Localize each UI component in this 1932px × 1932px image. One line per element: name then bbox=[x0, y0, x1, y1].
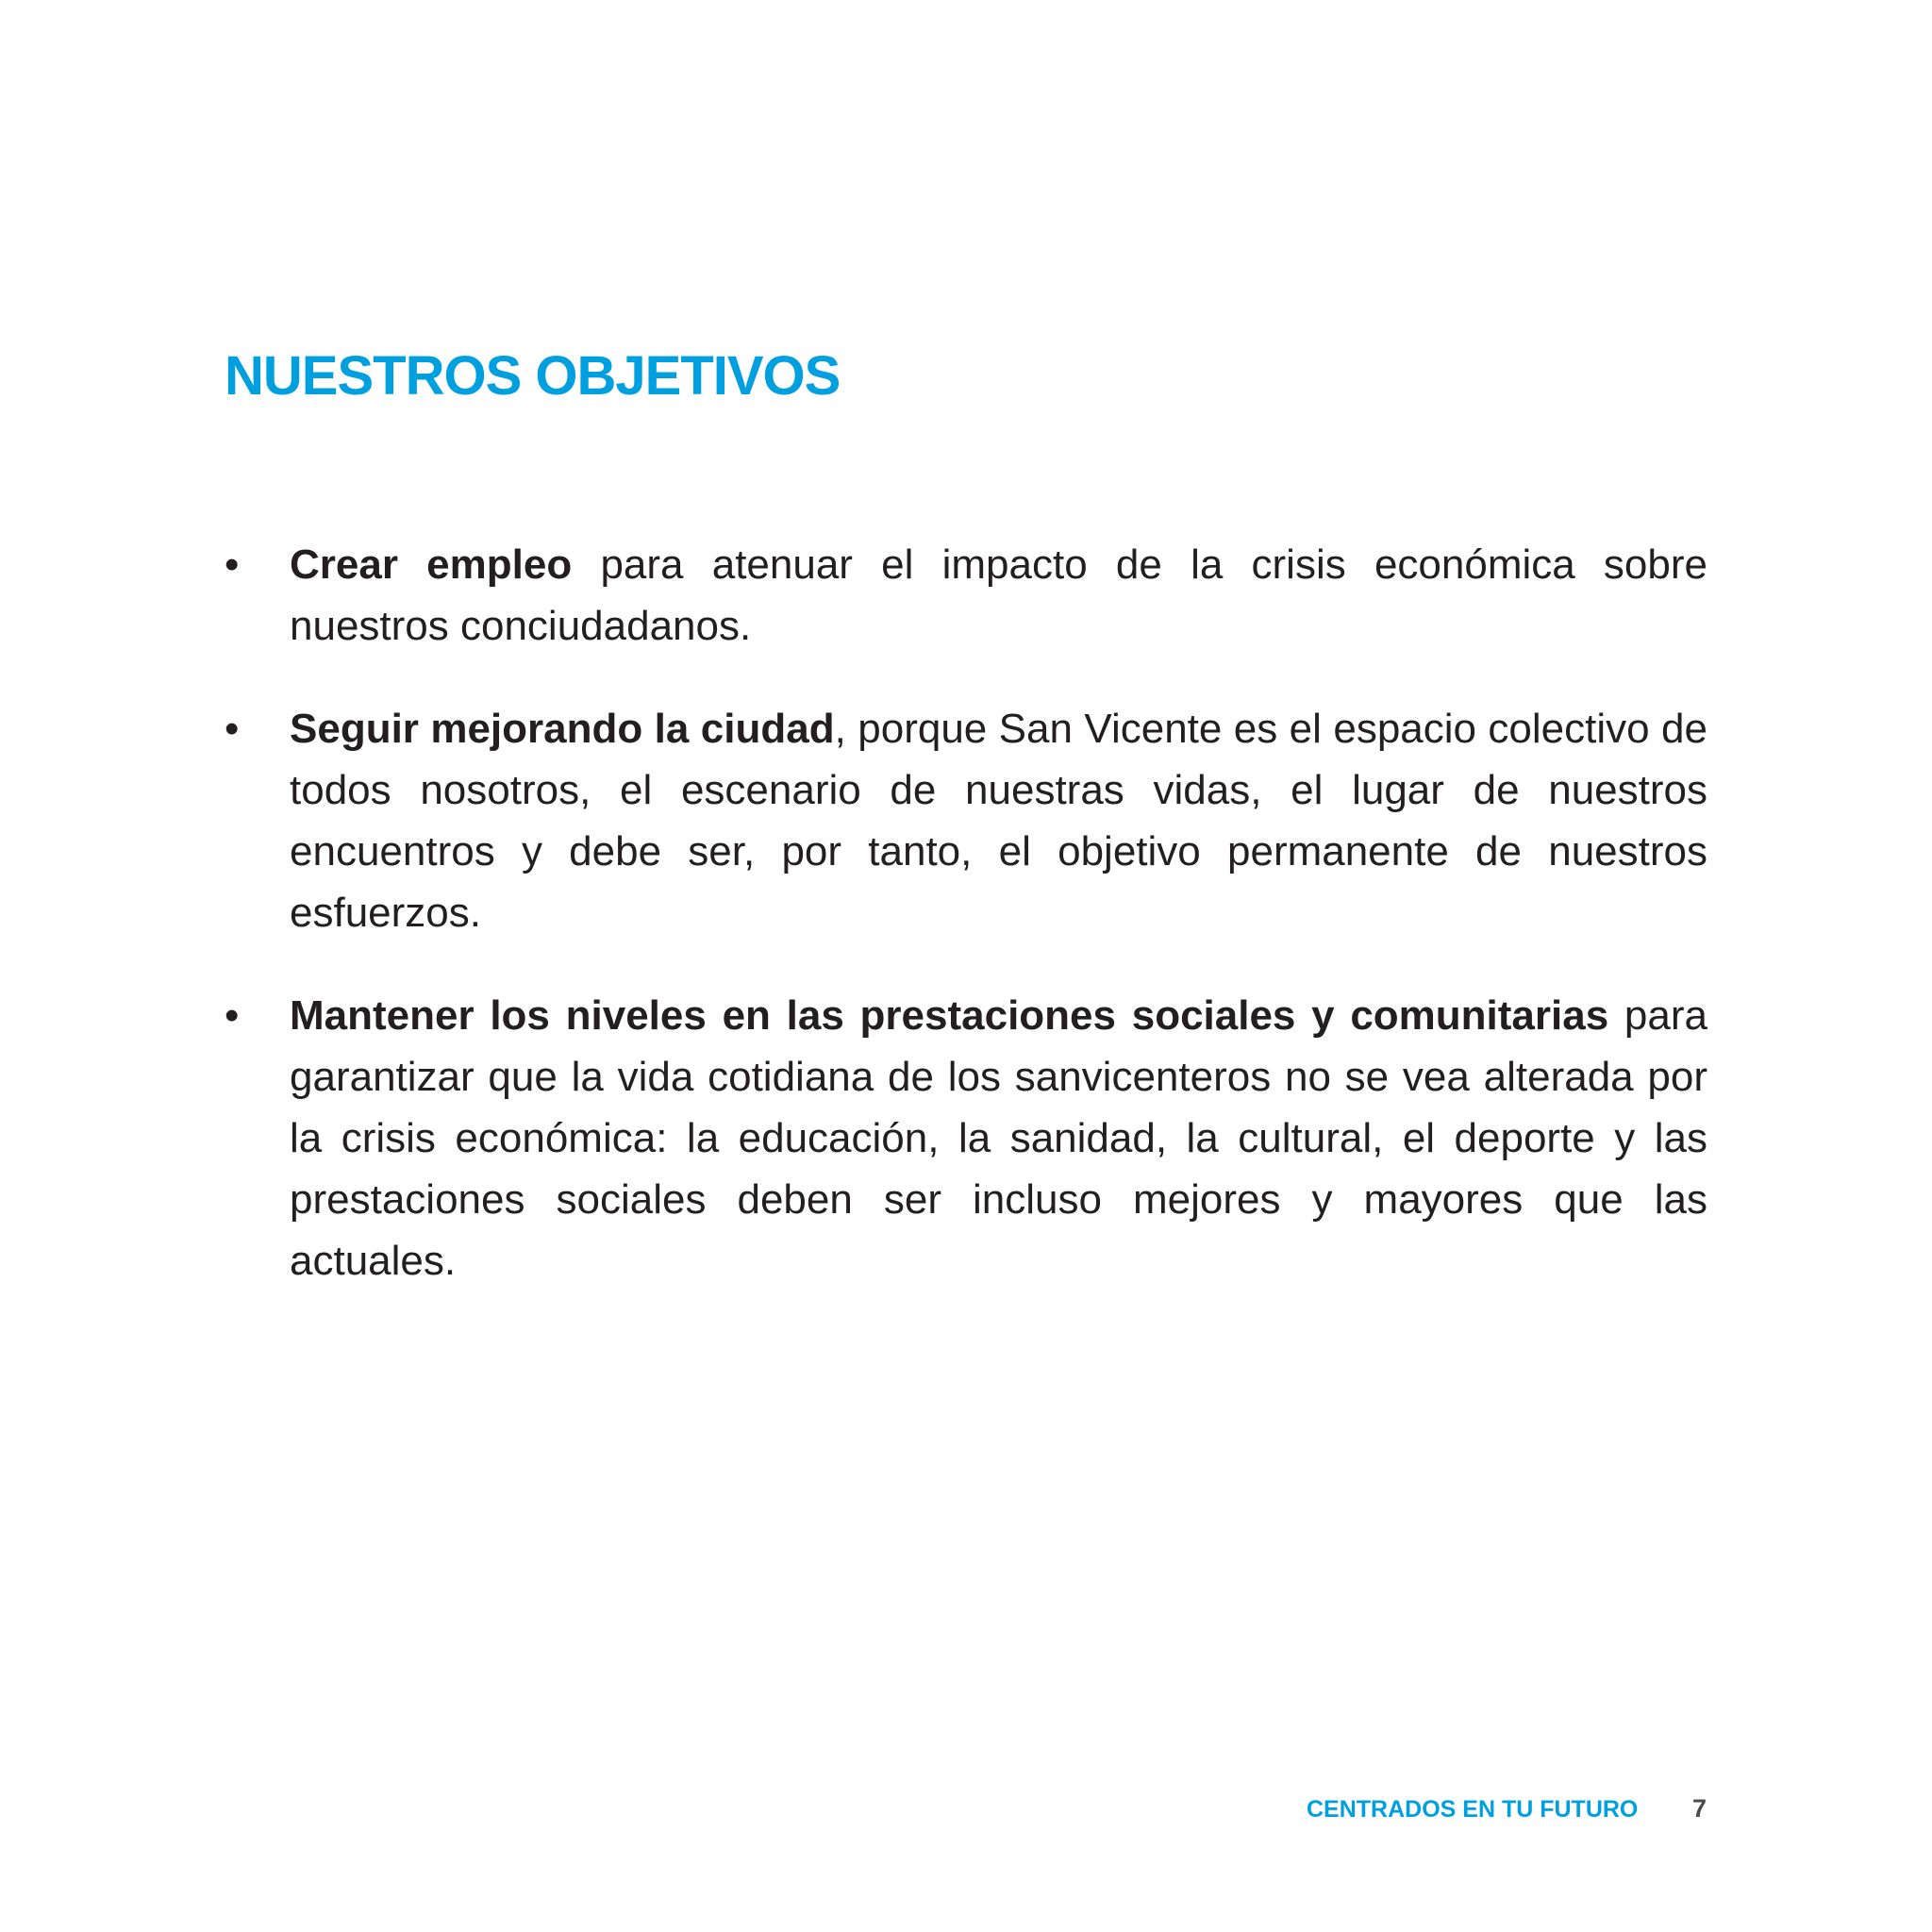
objective-item-create-employment bbox=[225, 534, 1707, 657]
objective-description: , porque San Vicente es el espacio colectivo de todos nosotros, el escenario de nuestras vidas, el lugar de nuestros encuentros y debe ser, por tanto, el objetivo permanente de nuestros esfuerzos. bbox=[290, 706, 1707, 936]
bullet-icon: • bbox=[225, 706, 240, 752]
footer-slogan: CENTRADOS EN TU FUTURO bbox=[1307, 1796, 1639, 1823]
objective-item-improve-city bbox=[225, 698, 1707, 943]
objectives-list bbox=[225, 534, 1707, 1333]
objective-title: Mantener los niveles en las prestaciones sociales y comunitarias bbox=[290, 992, 1609, 1039]
objective-item-maintain-services bbox=[225, 985, 1707, 1291]
objective-description: para garantizar que la vida cotidiana de los sanvicenteros no se vea alterada por la crisis económica: la educación, la sanidad, la cultural, el deporte y las prestaciones sociales deben ser incluso mejores y mayores que las actuales. bbox=[290, 992, 1707, 1284]
objective-title: Crear empleo bbox=[290, 541, 573, 588]
objective-title: Seguir mejorando la ciudad bbox=[290, 706, 835, 752]
bullet-icon: • bbox=[225, 541, 240, 588]
bullet-icon: • bbox=[225, 992, 240, 1039]
page-number: 7 bbox=[1692, 1794, 1707, 1823]
page-title: NUESTROS OBJETIVOS bbox=[225, 345, 841, 407]
objective-description: para atenuar el impacto de la crisis económica sobre nuestros conciudadanos. bbox=[290, 541, 1707, 649]
